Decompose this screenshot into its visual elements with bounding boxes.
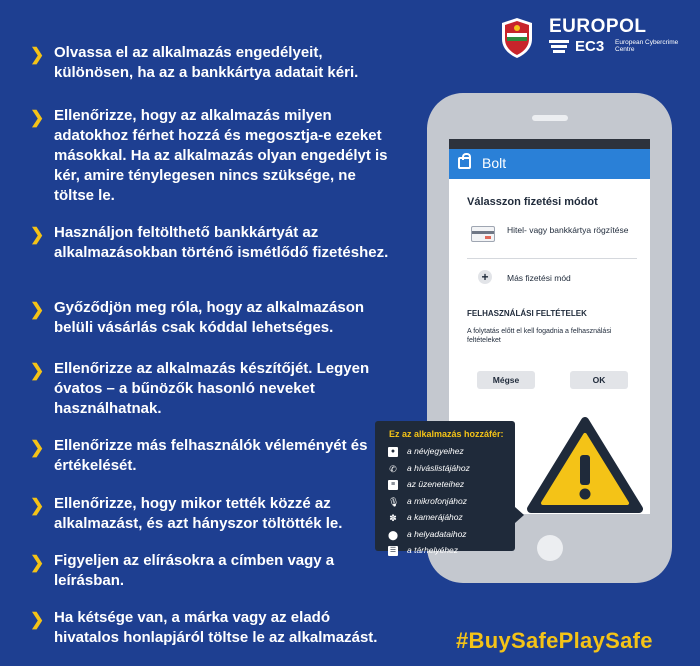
contacts-icon: ● (388, 447, 398, 457)
chevron-right-icon: ❯ (30, 553, 45, 572)
microphone-icon: 🎙 (388, 496, 400, 507)
tip-text: Ellenőrizze, hogy az alkalmazás milyen adatokhoz férhet hozzá és megosztja-e ezeket másokkal. Ha az alkalmazás olyan engedélyt is kér, amire ténylegesen nincs szüksége, ne töltse le. (54, 107, 388, 204)
chevron-right-icon: ❯ (30, 300, 45, 319)
chevron-right-icon: ❯ (30, 108, 45, 127)
tip-text: Ellenőrizze az alkalmazás készítőjét. Legyen óvatos – a bűnözők hasonló neveket használhatnak. (54, 360, 370, 417)
option-add-card[interactable]: Hitel- vagy bankkártya rögzítése (507, 225, 629, 235)
camera-icon: ✽ (389, 513, 397, 523)
tip-text: Ellenőrizze más felhasználók véleményét és értékelését. (54, 437, 368, 474)
ec3-subtitle-line: Centre (615, 46, 635, 53)
permission-label: a helyadataihoz (407, 528, 467, 539)
europol-ec3-logo (549, 18, 679, 58)
terms-text: A folytatás előtt el kell fogadnia a felhasználási feltételeket (467, 328, 612, 344)
plus-icon[interactable]: + (478, 270, 492, 284)
option-other-payment[interactable]: Más fizetési mód (507, 273, 571, 283)
chevron-right-icon: ❯ (30, 45, 45, 64)
permission-label: a tárhelyéhez (407, 545, 459, 555)
tip-text: Használjon feltölthető bankkártyát az alkalmazásokban történő ismétlődő fizetéshez. (54, 224, 389, 261)
app-title: Bolt (482, 155, 507, 171)
storage-icon: ☰ (389, 547, 397, 554)
cancel-button[interactable]: Mégse (477, 371, 535, 389)
status-bar (449, 139, 650, 149)
police-badge-logo (500, 17, 534, 59)
ec3-subtitle (615, 39, 678, 53)
hashtag: #BuySafePlaySafe (456, 628, 653, 653)
tip-text: Figyeljen az elírásokra a címben vagy a leírásban. (54, 552, 335, 589)
location-icon: ⬤ (388, 529, 399, 540)
ok-button[interactable]: OK (570, 371, 628, 389)
europol-wordmark: EUROPOL (549, 16, 647, 37)
tip-text: Győződjön meg róla, hogy az alkalmazáson belüli vásárlás csak kóddal lehetséges. (54, 299, 365, 336)
chevron-right-icon: ❯ (30, 438, 45, 457)
chevron-right-icon: ❯ (30, 361, 45, 380)
payment-heading: Válasszon fizetési módot (467, 196, 598, 208)
shopping-bag-icon (458, 157, 471, 169)
permission-label: az üzeneteihez (407, 479, 465, 489)
phone-speaker (532, 115, 568, 121)
terms-heading: FELHASZNÁLÁSI FELTÉTELEK (467, 309, 587, 318)
chevron-right-icon: ❯ (30, 496, 45, 515)
warning-icon (525, 415, 645, 515)
ec3-wordmark: EC3 (575, 38, 605, 55)
permission-label: a híváslistájához (407, 462, 470, 473)
permissions-box (375, 421, 515, 555)
divider (467, 258, 637, 259)
message-icon: ≡ (388, 480, 398, 490)
permissions-title: Ez az alkalmazás hozzáfér: (389, 429, 504, 439)
permission-label: a névjegyeihez (407, 446, 464, 456)
chevron-right-icon: ❯ (30, 610, 45, 629)
credit-card-icon (471, 226, 495, 242)
ec3-stripes-icon (549, 39, 571, 55)
tip-text: Ellenőrizze, hogy mikor tették közzé az alkalmazást, és azt hányszor töltötték le. (54, 495, 343, 532)
phone-icon: ✆ (389, 463, 397, 474)
tip-text: Olvassa el az alkalmazás engedélyeit, különösen, ha az a bankkártya adatait kéri. (54, 44, 359, 81)
ec3-subtitle-line: European Cybercrime (615, 39, 679, 46)
home-button[interactable] (537, 535, 563, 561)
permission-label: a kamerájához (407, 512, 463, 522)
permission-label: a mikrofonjához (407, 495, 468, 506)
chevron-right-icon: ❯ (30, 225, 45, 244)
app-bar (449, 149, 650, 179)
tip-text: Ha kétsége van, a márka vagy az eladó hivatalos honlapjáról töltse le az alkalmazást. (54, 609, 378, 646)
